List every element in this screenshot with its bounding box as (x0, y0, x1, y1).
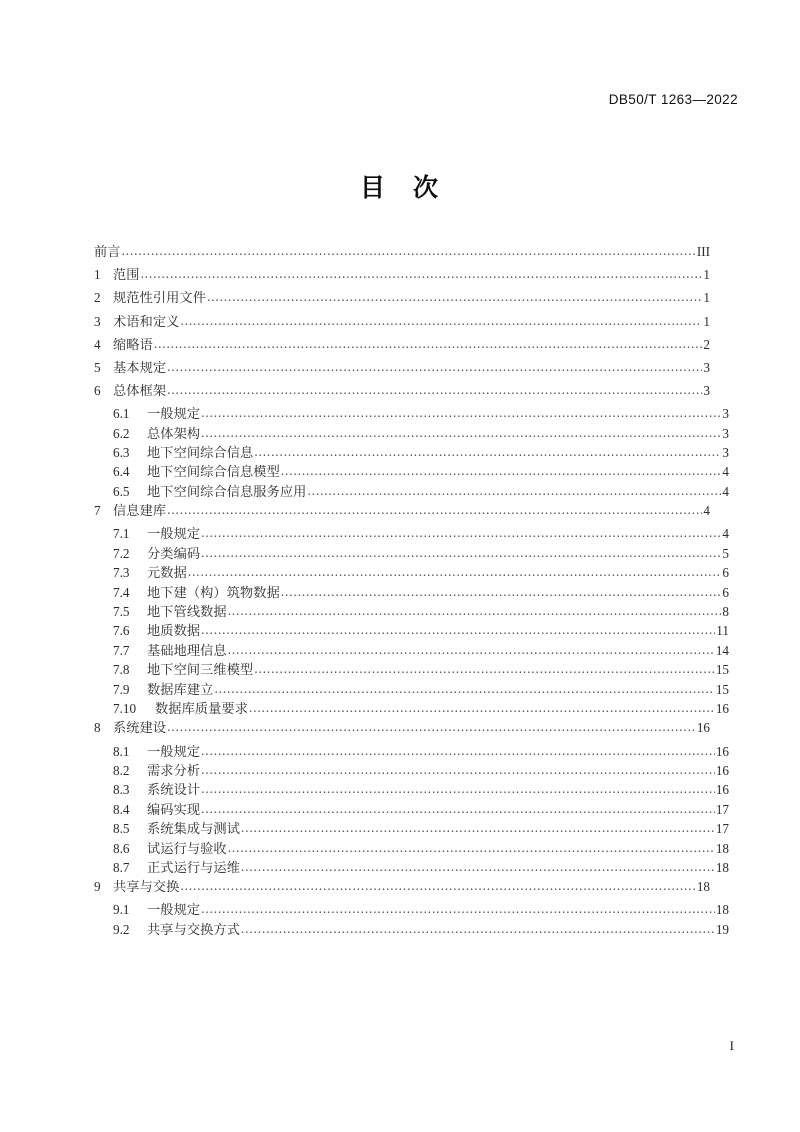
toc-entry-label: 数据库质量要求 (155, 700, 249, 716)
toc-entry[interactable] (94, 423, 729, 442)
toc-entry-label: 正式运行与运维 (147, 859, 241, 875)
toc-entry-number: 7.5 (113, 604, 130, 620)
toc-entry-label: 前言 (94, 244, 121, 259)
toc-entry-number: 6.1 (113, 406, 130, 422)
toc-entry-page-number: 19 (715, 921, 729, 937)
toc-leader-dots (241, 921, 715, 934)
toc-entry-number: 7.1 (113, 526, 130, 542)
toc-entry-label: 地下空间综合信息 (147, 445, 254, 461)
toc-entry-page-number: 3 (722, 445, 729, 461)
toc-entry-page-number: 1 (703, 290, 710, 306)
toc-leader-dots (281, 584, 722, 597)
page-title (0, 168, 800, 204)
toc-entry-label: 共享与交换方式 (147, 921, 241, 937)
toc-entry-label: 地下空间综合信息模型 (147, 464, 280, 480)
toc-entry-label: 共享与交换 (113, 879, 180, 895)
toc-entry-page-number: III (696, 244, 710, 259)
toc-leader-dots (228, 642, 715, 655)
toc-entry[interactable] (94, 380, 710, 403)
toc-leader-dots (281, 463, 722, 476)
toc-entry-page-number: 17 (715, 821, 729, 837)
toc-leader-dots (167, 502, 702, 515)
toc-entry-page-number: 16 (696, 720, 710, 736)
toc-leader-dots (307, 483, 721, 496)
toc-entry-label: 术语和定义 (113, 313, 180, 329)
toc-entry[interactable] (94, 779, 729, 798)
toc-leader-dots (228, 840, 715, 853)
toc-entry[interactable] (94, 241, 710, 264)
toc-entry[interactable] (94, 741, 729, 760)
table-of-contents (94, 241, 729, 938)
toc-entry[interactable] (94, 582, 729, 601)
toc-leader-dots (201, 622, 715, 635)
toc-leader-dots (228, 603, 722, 616)
toc-leader-dots (188, 564, 722, 577)
toc-entry-page-number: 4 (722, 526, 729, 542)
toc-entry[interactable] (94, 461, 729, 480)
toc-entry-page-number: 3 (703, 359, 710, 375)
toc-entry-number: 6.4 (113, 464, 130, 480)
toc-entry-label: 总体架构 (147, 425, 201, 441)
toc-entry-label: 地质数据 (147, 623, 201, 639)
toc-entry[interactable] (94, 679, 729, 698)
toc-entry-label: 系统设计 (147, 782, 201, 798)
toc-entry-page-number: 1 (703, 267, 710, 283)
toc-entry-label: 系统集成与测试 (147, 821, 241, 837)
toc-entry-label: 范围 (113, 267, 140, 283)
toc-leader-dots (241, 820, 715, 833)
toc-entry-label: 编码实现 (147, 801, 201, 817)
toc-entry-page-number: 16 (715, 700, 729, 716)
toc-entry[interactable] (94, 876, 710, 899)
toc-leader-dots (201, 525, 721, 538)
toc-entry-number: 8.2 (113, 762, 130, 778)
toc-entry[interactable] (94, 311, 710, 334)
toc-leader-dots (154, 336, 703, 349)
toc-entry-page-number: 3 (703, 383, 710, 399)
toc-entry-label: 一般规定 (147, 406, 201, 422)
toc-entry-number: 7.4 (113, 584, 130, 600)
toc-entry-label: 需求分析 (147, 762, 201, 778)
toc-entry-number: 7.6 (113, 623, 130, 639)
toc-entry-number: 8 (94, 720, 101, 736)
toc-entry[interactable] (94, 919, 729, 938)
toc-entry[interactable] (94, 857, 729, 876)
toc-entry-number: 5 (94, 359, 101, 375)
toc-entry[interactable] (94, 442, 729, 461)
toc-entry-label: 一般规定 (147, 743, 201, 759)
toc-entry-label: 一般规定 (147, 902, 201, 918)
toc-entry-number: 8.7 (113, 859, 130, 875)
toc-entry-page-number: 11 (716, 623, 729, 639)
toc-entry-number: 6.2 (113, 425, 130, 441)
toc-entry-label: 规范性引用文件 (113, 290, 207, 306)
toc-entry-number: 8.6 (113, 840, 130, 856)
toc-entry-number: 8.3 (113, 782, 130, 798)
toc-entry-number: 7.3 (113, 565, 130, 581)
toc-entry-page-number: 3 (722, 425, 729, 441)
toc-entry-number: 6.3 (113, 445, 130, 461)
toc-leader-dots (214, 681, 714, 694)
toc-entry-label: 分类编码 (147, 545, 201, 561)
toc-leader-dots (241, 859, 715, 872)
toc-entry[interactable] (94, 403, 729, 422)
toc-entry-label: 系统建设 (113, 720, 167, 736)
toc-entry-number: 1 (94, 267, 101, 283)
toc-entry-label: 基础地理信息 (147, 642, 227, 658)
toc-entry-number: 4 (94, 336, 101, 352)
toc-entry[interactable] (94, 264, 710, 287)
toc-entry-number: 3 (94, 313, 101, 329)
toc-entry[interactable] (94, 818, 729, 837)
standard-number-header: DB50/T 1263—2022 (608, 92, 738, 107)
toc-leader-dots (167, 359, 702, 372)
toc-entry[interactable] (94, 717, 710, 740)
toc-entry-page-number: 5 (722, 545, 729, 561)
toc-entry-page-number: 18 (696, 879, 710, 895)
toc-entry[interactable] (94, 601, 729, 620)
toc-entry-number: 8.4 (113, 801, 130, 817)
toc-leader-dots (207, 289, 702, 302)
toc-leader-dots (180, 878, 695, 891)
toc-leader-dots (254, 444, 721, 457)
toc-entry-label: 地下空间综合信息服务应用 (147, 483, 307, 499)
toc-entry[interactable] (94, 620, 729, 639)
toc-leader-dots (201, 743, 715, 756)
toc-entry-number: 7 (94, 503, 101, 519)
toc-entry-label: 基本规定 (113, 359, 167, 375)
toc-leader-dots (167, 719, 696, 732)
toc-entry[interactable] (94, 562, 729, 581)
toc-entry[interactable] (94, 799, 729, 818)
toc-entry[interactable] (94, 481, 729, 500)
toc-entry-number: 7.8 (113, 662, 130, 678)
toc-entry-page-number: 16 (715, 743, 729, 759)
toc-leader-dots (180, 313, 702, 326)
toc-entry-page-number: 8 (722, 604, 729, 620)
toc-leader-dots (201, 801, 715, 814)
toc-entry[interactable] (94, 698, 729, 717)
toc-entry-number: 9.1 (113, 902, 130, 918)
toc-leader-dots (201, 762, 715, 775)
toc-leader-dots (254, 661, 715, 674)
toc-leader-dots (167, 382, 702, 395)
toc-leader-dots (201, 781, 715, 794)
toc-entry[interactable] (94, 760, 729, 779)
toc-entry-page-number: 4 (722, 483, 729, 499)
toc-entry-label: 信息建库 (113, 503, 167, 519)
toc-entry-page-number: 18 (715, 840, 729, 856)
toc-entry-page-number: 2 (703, 336, 710, 352)
toc-entry-label: 地下空间三维模型 (147, 662, 254, 678)
toc-entry-page-number: 1 (703, 313, 710, 329)
toc-entry[interactable] (94, 500, 710, 523)
toc-entry[interactable] (94, 357, 710, 380)
toc-leader-dots (201, 405, 721, 418)
toc-entry-number: 6 (94, 383, 101, 399)
toc-entry[interactable] (94, 523, 729, 542)
toc-entry-page-number: 3 (722, 406, 729, 422)
toc-entry-label: 数据库建立 (147, 681, 214, 697)
toc-leader-dots (201, 425, 721, 438)
toc-entry-page-number: 4 (722, 464, 729, 480)
toc-entry-number: 9 (94, 879, 101, 895)
toc-leader-dots (201, 545, 721, 558)
toc-leader-dots (141, 266, 703, 279)
toc-entry-label: 元数据 (147, 565, 187, 581)
toc-entry[interactable] (94, 640, 729, 659)
page-title-char-2: 次 (413, 174, 441, 202)
toc-entry-page-number: 15 (715, 662, 729, 678)
toc-entry-page-number: 15 (715, 681, 729, 697)
toc-entry-label: 总体框架 (113, 383, 167, 399)
toc-entry-label: 地下管线数据 (147, 604, 227, 620)
toc-entry-number: 7.7 (113, 642, 130, 658)
toc-entry[interactable] (94, 899, 729, 918)
toc-entry-label: 地下建（构）筑物数据 (147, 584, 280, 600)
toc-entry-page-number: 16 (715, 782, 729, 798)
toc-entry[interactable] (94, 543, 729, 562)
toc-entry-page-number: 6 (722, 565, 729, 581)
toc-leader-dots (249, 700, 715, 713)
toc-entry-page-number: 18 (715, 902, 729, 918)
toc-entry-number: 7.9 (113, 681, 130, 697)
toc-leader-dots (122, 243, 696, 256)
toc-entry-number: 6.5 (113, 483, 130, 499)
toc-entry-page-number: 18 (715, 859, 729, 875)
footer-page-number: I (729, 1038, 734, 1053)
toc-entry[interactable] (94, 659, 729, 678)
toc-entry-number: 7.2 (113, 545, 130, 561)
toc-entry-number: 8.1 (113, 743, 130, 759)
toc-entry-label: 一般规定 (147, 526, 201, 542)
toc-leader-dots (201, 901, 715, 914)
toc-entry[interactable] (94, 838, 729, 857)
toc-entry-number: 9.2 (113, 921, 130, 937)
toc-entry-page-number: 4 (703, 503, 710, 519)
toc-entry-page-number: 16 (715, 762, 729, 778)
toc-entry-label: 缩略语 (113, 336, 153, 352)
toc-entry-label: 试运行与验收 (147, 840, 227, 856)
toc-entry-number: 2 (94, 290, 101, 306)
toc-entry-page-number: 6 (722, 584, 729, 600)
page-title-char-1: 目 (359, 174, 387, 202)
toc-entry-number: 7.10 (113, 700, 137, 716)
toc-entry-page-number: 17 (715, 801, 729, 817)
toc-entry[interactable] (94, 334, 710, 357)
toc-entry[interactable] (94, 287, 710, 310)
toc-entry-page-number: 14 (715, 642, 729, 658)
toc-entry-number: 8.5 (113, 821, 130, 837)
